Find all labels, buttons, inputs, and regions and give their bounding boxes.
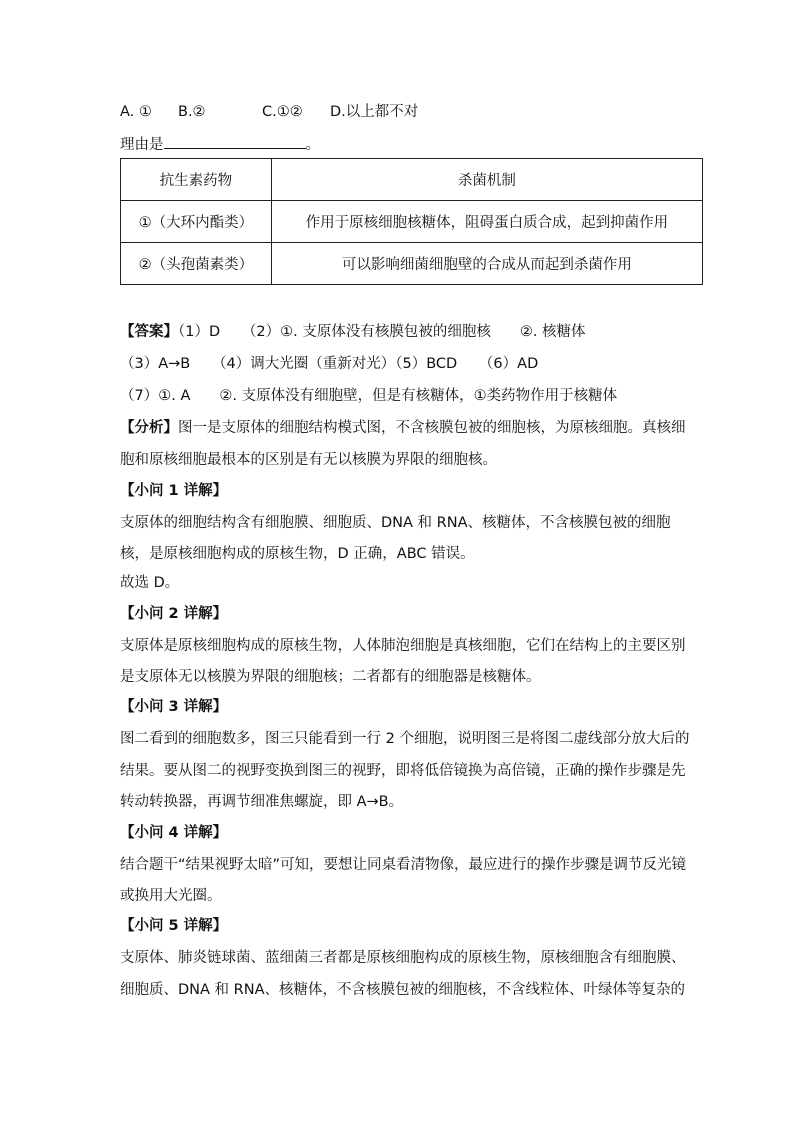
analysis-line-2: 胞和原核细胞最根本的区别是有无以核膜为界限的细胞核。	[120, 452, 497, 468]
table-row	[121, 243, 703, 285]
answer-line-2: （3）A→B （4）调大光圈（重新对光）（5）BCD （6）AD	[120, 356, 539, 372]
q1-line-2: 核，是原核细胞构成的原核生物，D 正确，ABC 错误。	[120, 546, 475, 562]
q3-line-3: 转动转换器，再调节细准焦螺旋，即 A→B。	[120, 794, 404, 810]
option-d: D.以上都不对	[330, 104, 419, 120]
option-c: C.①②	[262, 104, 303, 120]
q3-line-1: 图二看到的细胞数多，图三只能看到一行 2 个细胞，说明图三是将图二虚线部分放大后的	[120, 731, 690, 747]
table-cell-drug: ②（头孢菌素类）	[121, 243, 272, 285]
analysis-text-1: 图一是支原体的细胞结构模式图，不含核膜包被的细胞核，为原核细胞。真核细	[178, 420, 686, 436]
antibiotic-table	[120, 158, 703, 285]
q4-heading: 【小问 4 详解】	[120, 825, 228, 841]
table-header-row	[121, 159, 703, 201]
q5-heading: 【小问 5 详解】	[120, 918, 228, 934]
analysis-line-1	[120, 418, 686, 438]
table-cell-mechanism: 可以影响细菌细胞壁的合成从而起到杀菌作用	[271, 243, 702, 285]
table-header-mechanism: 杀菌机制	[271, 159, 702, 201]
option-a: A. ①	[120, 104, 152, 120]
q1-line-1: 支原体的细胞结构含有细胞膜、细胞质、DNA 和 RNA、核糖体，不含核膜包被的细胞	[120, 515, 671, 531]
table-row	[121, 201, 703, 243]
reason-prefix: 理由是	[120, 137, 164, 153]
q5-line-1: 支原体、肺炎链球菌、蓝细菌三者都是原核细胞构成的原核生物，原核细胞含有细胞膜、	[120, 950, 686, 966]
answer-text-1: （1）D （2）①. 支原体没有核膜包被的细胞核 ②. 核糖体	[178, 324, 586, 340]
reason-blank	[164, 134, 306, 149]
q1-heading: 【小问 1 详解】	[120, 483, 228, 499]
q3-line-2: 结果。要从图二的视野变换到图三的视野，即将低倍镜换为高倍镜，正确的操作步骤是先	[120, 763, 686, 779]
q2-line-2: 是支原体无以核膜为界限的细胞核；二者都有的细胞器是核糖体。	[120, 669, 541, 685]
q2-heading: 【小问 2 详解】	[120, 606, 228, 622]
q4-line-2: 或换用大光圈。	[120, 888, 222, 904]
q3-heading: 【小问 3 详解】	[120, 699, 228, 715]
table-header-drug: 抗生素药物	[121, 159, 272, 201]
q2-line-1: 支原体是原核细胞构成的原核生物，人体肺泡细胞是真核细胞，它们在结构上的主要区别	[120, 638, 686, 654]
q5-line-2: 细胞质、DNA 和 RNA、核糖体，不含核膜包被的细胞核，不含线粒体、叶绿体等复杂的	[120, 982, 685, 998]
analysis-label: 【分析】	[120, 420, 178, 436]
answer-label: 【答案】	[120, 324, 178, 340]
option-b: B.②	[178, 104, 206, 120]
option-row	[120, 102, 418, 122]
q4-line-1: 结合题干“结果视野太暗”可知，要想让同桌看清物像，最应进行的操作步骤是调节反光镜	[120, 857, 687, 873]
table-cell-drug: ①（大环内酯类）	[121, 201, 272, 243]
q1-line-3: 故选 D。	[120, 575, 180, 591]
answer-line-3: （7）①. A ②. 支原体没有细胞壁，但是有核糖体，①类药物作用于核糖体	[120, 388, 618, 404]
reason-suffix: 。	[305, 137, 320, 153]
reason-line	[120, 134, 320, 155]
answer-line-1	[120, 322, 586, 342]
table-cell-mechanism: 作用于原核细胞核糖体，阻碍蛋白质合成，起到抑菌作用	[271, 201, 702, 243]
